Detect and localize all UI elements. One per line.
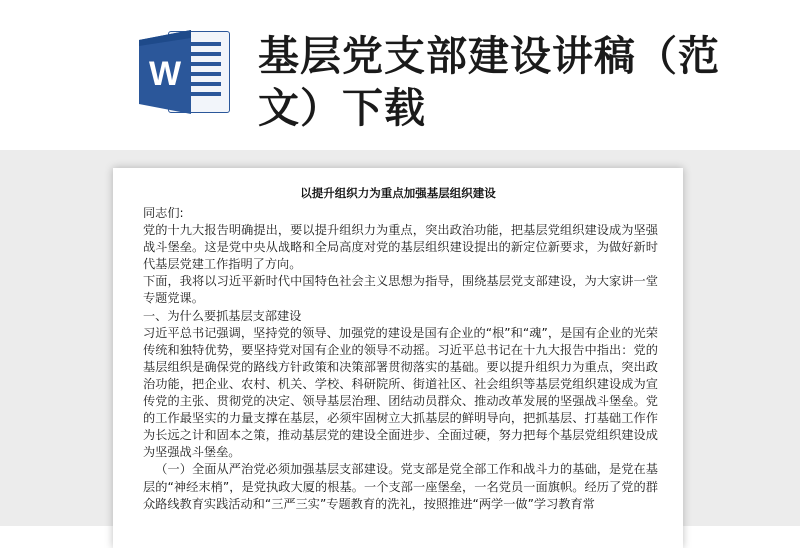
page-header: [0, 0, 800, 150]
word-icon-letter: W: [148, 55, 182, 93]
paragraph: 党的十九大报告明确提出，要以提升组织力为重点，突出政治功能，把基层党组织建设成为坚强战斗堡垒。这是党中央从战略和全局高度对党的基层组织建设提出的新定位新要求，为做好新时代基层党建工作指明了方向。: [143, 223, 658, 272]
salutation: 同志们:: [143, 206, 184, 220]
document-body: [143, 205, 658, 513]
section-heading: 一、为什么要抓基层支部建设: [143, 308, 302, 323]
paragraph: （一）全面从严治党必须加强基层支部建设。党支部是党全部工作和战斗力的基础，是党在基层的“神经末梢”，是党执政大厦的根基。一个支部一座堡垒，一名党员一面旗帜。经历了党的群众路线教育实践活动和“三严三实”专题教育的洗礼，按照推进“两学一做”学习教育常: [143, 462, 658, 511]
page-title: 基层党支部建设讲稿（范文）下载: [258, 32, 720, 132]
paragraph: 下面，我将以习近平新时代中国特色社会主义思想为指导，围绕基层党支部建设，为大家讲一堂专题党课。: [143, 274, 658, 306]
word-document-icon: [135, 28, 231, 116]
document-preview: [113, 168, 683, 548]
paragraph: 习近平总书记强调，坚持党的领导、加强党的建设是国有企业的“根”和“魂”，是国有企业的光荣传统和独特优势，要坚持党对国有企业的领导不动摇。习近平总书记在十九大报告中指出：党的基层组织是确保党的路线方针政策和决策部署贯彻落实的基础。要以提升组织力为重点，突出政治功能，把企业、农村、机关、学校、科研院所、街道社区、社会组织等基层党组织建设成为宣传党的主张、贯彻党的决定、领导基层治理、团结动员群众、推动改革发展的坚强战斗堡垒。党的工作最坚实的力量支撑在基层，必须牢固树立大抓基层的鲜明导向，把抓基层、打基础工作作为长远之计和固本之策，推动基层党的建设全面进步、全面过硬，努力把每个基层党组织建设成为坚强战斗堡垒。: [143, 325, 658, 460]
document-title: 以提升组织力为重点加强基层组织建设: [300, 186, 496, 200]
